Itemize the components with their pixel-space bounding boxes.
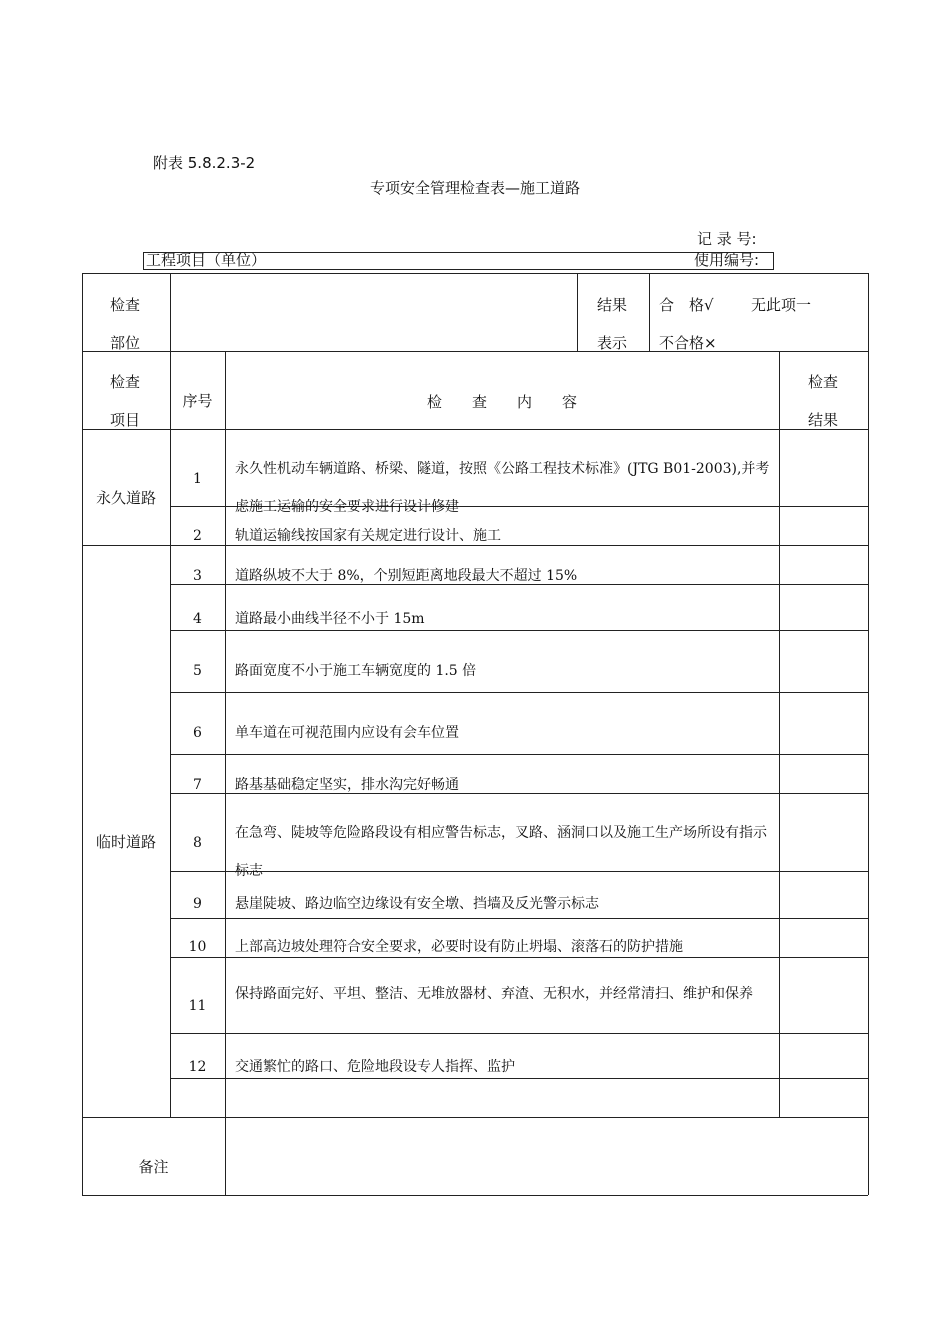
row-number: 1 bbox=[193, 471, 202, 487]
inspect-part-label-1: 检查 bbox=[110, 296, 141, 314]
result-cell[interactable] bbox=[780, 585, 868, 630]
result-cell[interactable] bbox=[780, 546, 868, 584]
fail-legend: 不合格× bbox=[659, 334, 717, 352]
row-number: 5 bbox=[193, 663, 202, 679]
row-content: 交通繁忙的路口、危险地段设专人指挥、监护 bbox=[235, 1059, 515, 1075]
result-cell[interactable] bbox=[780, 631, 868, 692]
col-content-header: 检 查 内 容 bbox=[426, 393, 577, 411]
row-number: 6 bbox=[193, 725, 202, 741]
result-cell[interactable] bbox=[780, 1079, 868, 1117]
row-content: 轨道运输线按国家有关规定进行设计、施工 bbox=[235, 528, 501, 544]
col-seq-header: 序号 bbox=[182, 392, 213, 410]
na-legend: 无此项一 bbox=[751, 296, 812, 314]
row-content: 悬崖陡坡、路边临空边缘设有安全墩、挡墙及反光警示标志 bbox=[235, 896, 599, 912]
page-title: 专项安全管理检查表—施工道路 bbox=[369, 179, 580, 197]
record-number-label: 记 录 号: bbox=[697, 230, 757, 248]
row-number: 7 bbox=[193, 777, 202, 793]
result-cell[interactable] bbox=[780, 755, 868, 793]
row-number: 11 bbox=[188, 998, 207, 1014]
result-cell[interactable] bbox=[780, 507, 868, 545]
row-number: 10 bbox=[188, 939, 207, 955]
col-result-label-1: 检查 bbox=[808, 373, 839, 391]
col-result-label-2: 结果 bbox=[808, 411, 839, 429]
result-cell[interactable] bbox=[780, 794, 868, 871]
result-cell[interactable] bbox=[780, 872, 868, 918]
result-cell[interactable] bbox=[780, 693, 868, 754]
row-content: 路基基础稳定坚实，排水沟完好畅通 bbox=[235, 777, 459, 793]
group-temporary-road: 临时道路 bbox=[95, 833, 156, 851]
row-content: 道路纵坡不大于 8%，个别短距离地段最大不超过 15% bbox=[235, 568, 578, 584]
row-content: 道路最小曲线半径不小于 15m bbox=[235, 611, 425, 627]
row-content: 永久性机动车辆道路、桥梁、隧道，按照《公路工程技术标准》(JTG B01-2003),并考虑施工运输的安全要求进行设计修建 bbox=[235, 461, 770, 515]
remarks-label: 备注 bbox=[138, 1158, 169, 1176]
inspect-part-label-2: 部位 bbox=[110, 334, 141, 352]
result-cell[interactable] bbox=[780, 430, 868, 506]
usage-number-label: 使用编号: bbox=[694, 251, 760, 269]
col-item-label-1: 检查 bbox=[110, 373, 141, 391]
pass-legend: 合 格√ bbox=[659, 296, 714, 314]
row-content: 路面宽度不小于施工车辆宽度的 1.5 倍 bbox=[235, 663, 477, 679]
result-cell[interactable] bbox=[780, 958, 868, 1033]
inspect-part-value[interactable] bbox=[175, 278, 571, 346]
group-permanent-road: 永久道路 bbox=[95, 489, 156, 507]
remarks-field[interactable] bbox=[226, 1118, 868, 1195]
row-number: 2 bbox=[193, 528, 202, 544]
row-content: 保持路面完好、平坦、整洁、无堆放器材、弃渣、无积水，并经常清扫、维护和保养 bbox=[235, 986, 753, 1002]
row-number: 3 bbox=[193, 568, 202, 584]
result-cell[interactable] bbox=[780, 1034, 868, 1078]
result-legend-label-1: 结果 bbox=[597, 296, 628, 314]
result-legend-label-2: 表示 bbox=[597, 334, 628, 352]
row-content: 单车道在可视范围内应设有会车位置 bbox=[235, 725, 459, 741]
row-number: 9 bbox=[193, 896, 202, 912]
appendix-number: 附表 5.8.2.3-2 bbox=[153, 154, 256, 172]
col-item-label-2: 项目 bbox=[110, 411, 141, 429]
row-number: 4 bbox=[193, 611, 202, 627]
row-content: 在急弯、陡坡等危险路段设有相应警告标志，叉路、涵洞口以及施工生产场所设有指示标志 bbox=[235, 825, 767, 879]
project-label: 工程项目（单位） bbox=[146, 251, 267, 269]
row-content: 上部高边坡处理符合安全要求，必要时设有防止坍塌、滚落石的防护措施 bbox=[235, 939, 683, 955]
result-cell[interactable] bbox=[780, 919, 868, 957]
row-number: 12 bbox=[188, 1059, 207, 1075]
row-number: 8 bbox=[193, 835, 202, 851]
